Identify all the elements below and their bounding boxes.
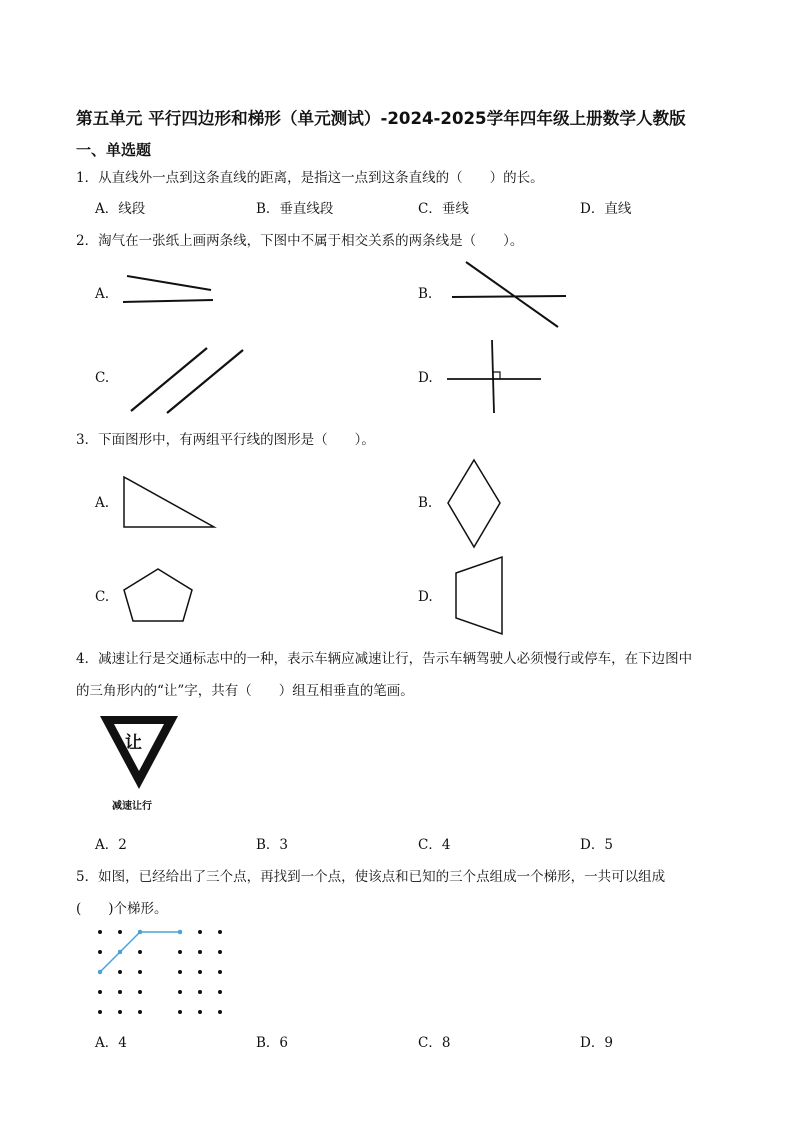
grid-dot: [118, 1010, 122, 1014]
q5-option-a[interactable]: A．4: [95, 1035, 127, 1051]
q1-option-d[interactable]: D．直线: [580, 201, 632, 217]
grid-dot: [118, 990, 122, 994]
grid-dot: [218, 990, 222, 994]
yield-sign-char: 让: [125, 733, 142, 753]
grid-dot: [98, 1010, 102, 1014]
given-point: [98, 970, 102, 974]
q4-option-a[interactable]: A．2: [95, 837, 127, 853]
grid-dot: [98, 950, 102, 954]
grid-dot: [178, 1010, 182, 1014]
q1-option-c[interactable]: C．垂线: [418, 201, 469, 217]
grid-dot: [198, 930, 202, 934]
q5-option-b[interactable]: B．6: [256, 1035, 289, 1051]
q2-label-c[interactable]: C.: [95, 370, 110, 386]
grid-dot: [218, 950, 222, 954]
grid-dot: [178, 970, 182, 974]
grid-dot: [138, 970, 142, 974]
question-4-stem-line2: 的三角形内的“让”字，共有（ ）组互相垂直的笔画。: [76, 683, 414, 699]
q3-label-c[interactable]: C.: [95, 589, 110, 605]
section-heading: 一、单选题: [76, 141, 152, 159]
given-point: [178, 930, 182, 934]
q4-option-b[interactable]: B．3: [256, 837, 289, 853]
grid-dot: [198, 970, 202, 974]
grid-dot: [178, 950, 182, 954]
q5-option-c[interactable]: C．8: [418, 1035, 451, 1051]
q5-option-d[interactable]: D．9: [580, 1035, 613, 1051]
q2-label-a[interactable]: A.: [95, 286, 110, 302]
grid-dot: [218, 970, 222, 974]
question-2-stem: 2．淘气在一张纸上画两条线，下图中不属于相交关系的两条线是（ ）。: [76, 233, 524, 249]
grid-dot: [138, 950, 142, 954]
grid-dot: [98, 930, 102, 934]
q3-label-d[interactable]: D.: [418, 589, 433, 605]
q2-label-b[interactable]: B.: [418, 286, 433, 302]
grid-dot: [138, 990, 142, 994]
yield-sign-caption: 减速让行: [112, 801, 152, 812]
grid-dot: [138, 1010, 142, 1014]
question-5-stem-line2: ( )个梯形。: [76, 901, 168, 917]
given-point: [118, 950, 122, 954]
question-4-stem-line1: 4．减速让行是交通标志中的一种，表示车辆应减速让行，告示车辆驾驶人必须慢行或停车，在下边图中: [76, 651, 693, 667]
q3-label-b[interactable]: B.: [418, 495, 433, 511]
question-1-stem: 1．从直线外一点到这条直线的距离，是指这一点到这条直线的（ ）的长。: [76, 170, 544, 186]
grid-dot: [118, 970, 122, 974]
grid-dot: [118, 930, 122, 934]
q2-label-d[interactable]: D.: [418, 370, 433, 386]
grid-dot: [218, 930, 222, 934]
q4-option-c[interactable]: C．4: [418, 837, 451, 853]
question-3-stem: 3．下面图形中，有两组平行线的图形是（ ）。: [76, 432, 375, 448]
grid-dot: [98, 990, 102, 994]
grid-dot: [178, 990, 182, 994]
q4-option-d[interactable]: D．5: [580, 837, 613, 853]
grid-dot: [198, 990, 202, 994]
grid-dot: [218, 1010, 222, 1014]
given-point: [138, 930, 142, 934]
page-title: 第五单元 平行四边形和梯形（单元测试）-2024-2025学年四年级上册数学人教版: [76, 109, 686, 128]
q1-option-a[interactable]: A．线段: [95, 201, 146, 217]
q1-option-b[interactable]: B．垂直线段: [256, 201, 334, 217]
grid-dot: [198, 1010, 202, 1014]
grid-dot: [198, 950, 202, 954]
question-5-stem-line1: 5．如图，已经给出了三个点，再找到一个点，使该点和已知的三个点组成一个梯形，一共可以组成: [76, 869, 666, 885]
q3-label-a[interactable]: A.: [95, 495, 110, 511]
